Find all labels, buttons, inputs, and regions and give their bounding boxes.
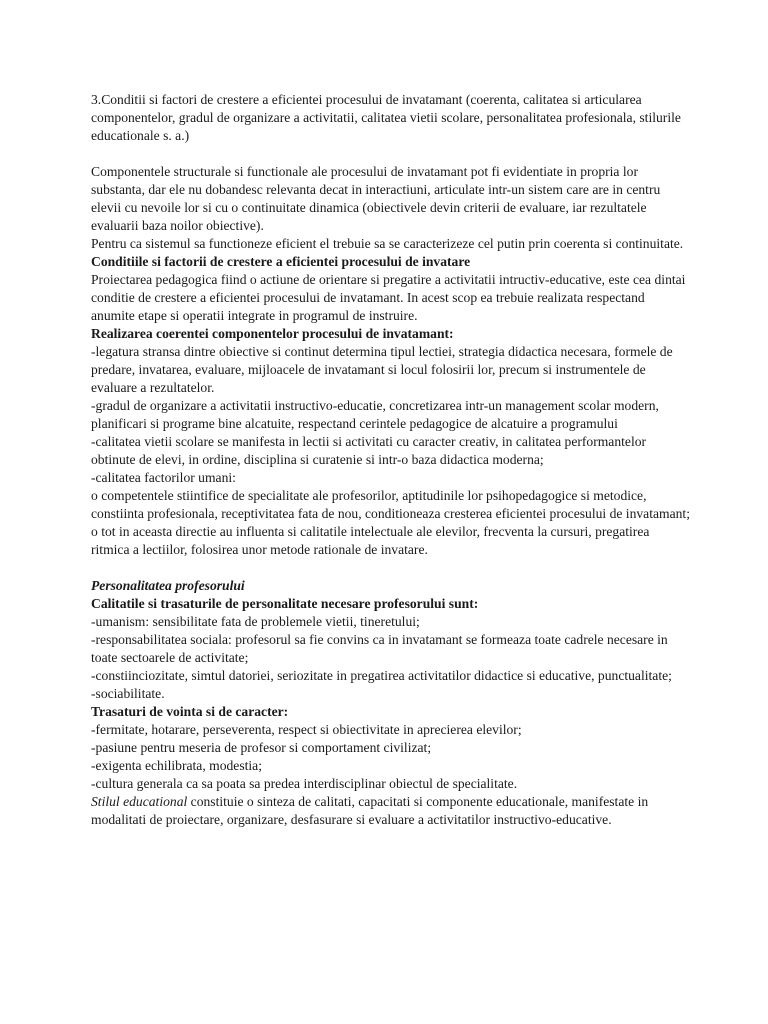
paragraph-style [91,793,691,829]
heading-coherence: Realizarea coerentei componentelor procesului de invatamant: [91,326,454,341]
list-item: o tot in aceasta directie au influenta si calitatile intelectuale ale elevilor, frecventa la cursuri, pregatirea ritmica a lectiilor, folosirea unor metode rationale de invatare. [91,524,650,557]
list-item: -constiinciozitate, simtul datoriei, seriozitate in pregatirea activitatilor didactice si educative, punctualitate; [91,668,672,683]
list-item: -legatura stransa dintre obiective si continut determina tipul lectiei, strategia didactica necesara, formele de predare, invatarea, evaluare, mijloacele de invatamant si locul folosirii lor, precum si instrumentele de evaluare a rezultatelor. [91,344,673,395]
list-item: -responsabilitatea sociala: profesorul sa fie convins ca in invatamant se formeaza toate cadrele necesare in toate sectoarele de activitate; [91,632,668,665]
list-item: -exigenta echilibrata, modestia; [91,758,262,773]
document-body [91,91,691,829]
heading-personality: Personalitatea profesorului [91,578,245,593]
list-item: -fermitate, hotarare, perseverenta, respect si obiectivitate in aprecierea elevilor; [91,722,522,737]
heading-will: Trasaturi de vointa si de caracter: [91,704,289,719]
paragraph-project: Proiectarea pedagogica fiind o actiune de orientare si pregatire a activitatii intructiv-educative, este cea dintai conditie de crestere a eficientei procesului de invatamant. In acest scop ea trebuie realizata respectand anumite etape si operatii integrate in programul de instruire. [91,272,686,323]
list-item: o competentele stiintifice de specialitate ale profesorilor, aptitudinile lor psihopedagogice si metodice, constiinta profesionala, receptivitatea fata de nou, conditioneaza cresterea eficientei procesului de invatamant; [91,488,690,521]
list-item: -calitatea vietii scolare se manifesta in lectii si activitati cu caracter creativ, in calitatea performantelor obtinute de elevi, in ordine, disciplina si curatenie si intr-o baza didactica moderna; [91,434,647,467]
paragraph-components: Componentele structurale si functionale ale procesului de invatamant pot fi evidentiate in propria lor substanta, dar ele nu dobandesc relevanta decat in interactiuni, articulate intr-un sistem care are in centru elevii cu nevoile lor si cu o continuitate dinamica (obiectivele devin criterii de evaluare, iar rezultatele evaluarii baza noilor obiective). [91,164,661,233]
heading-qualities: Calitatile si trasaturile de personalitate necesare profesorului sunt: [91,596,479,611]
list-item: -sociabilitate. [91,686,165,701]
list-item: -gradul de organizare a activitatii instructivo-educatie, concretizarea intr-un management scolar modern, planificari si programe bine alcatuite, respectand cerintele pedagogice de alcatuire a programului [91,398,659,431]
style-description: constituie o sinteza de calitati, capacitati si componente educationale, manifestate in modalitati de proiectare, organizare, desfasurare si evaluare a activitatilor instructivo-educative. [91,794,649,827]
paragraph-system: Pentru ca sistemul sa functioneze eficient el trebuie sa se caracterizeze cel putin prin coerenta si continuitate. [91,236,684,251]
heading-conditions: Conditiile si factorii de crestere a eficientei procesului de invatare [91,254,471,269]
section-title: 3.Conditii si factori de crestere a eficientei procesului de invatamant (coerenta, calitatea si articularea componentelor, gradul de organizare a activitatii, calitatea vietii scolare, personalitatea profesionala, stilurile educationale s. a.) [91,92,681,143]
list-item: -pasiune pentru meseria de profesor si comportament civilizat; [91,740,432,755]
list-item: -umanism: sensibilitate fata de problemele vietii, tineretului; [91,614,420,629]
style-term: Stilul educational [91,794,188,809]
list-item: -cultura generala ca sa poata sa predea interdisciplinar obiectul de specialitate. [91,776,518,791]
list-item: -calitatea factorilor umani: [91,470,236,485]
